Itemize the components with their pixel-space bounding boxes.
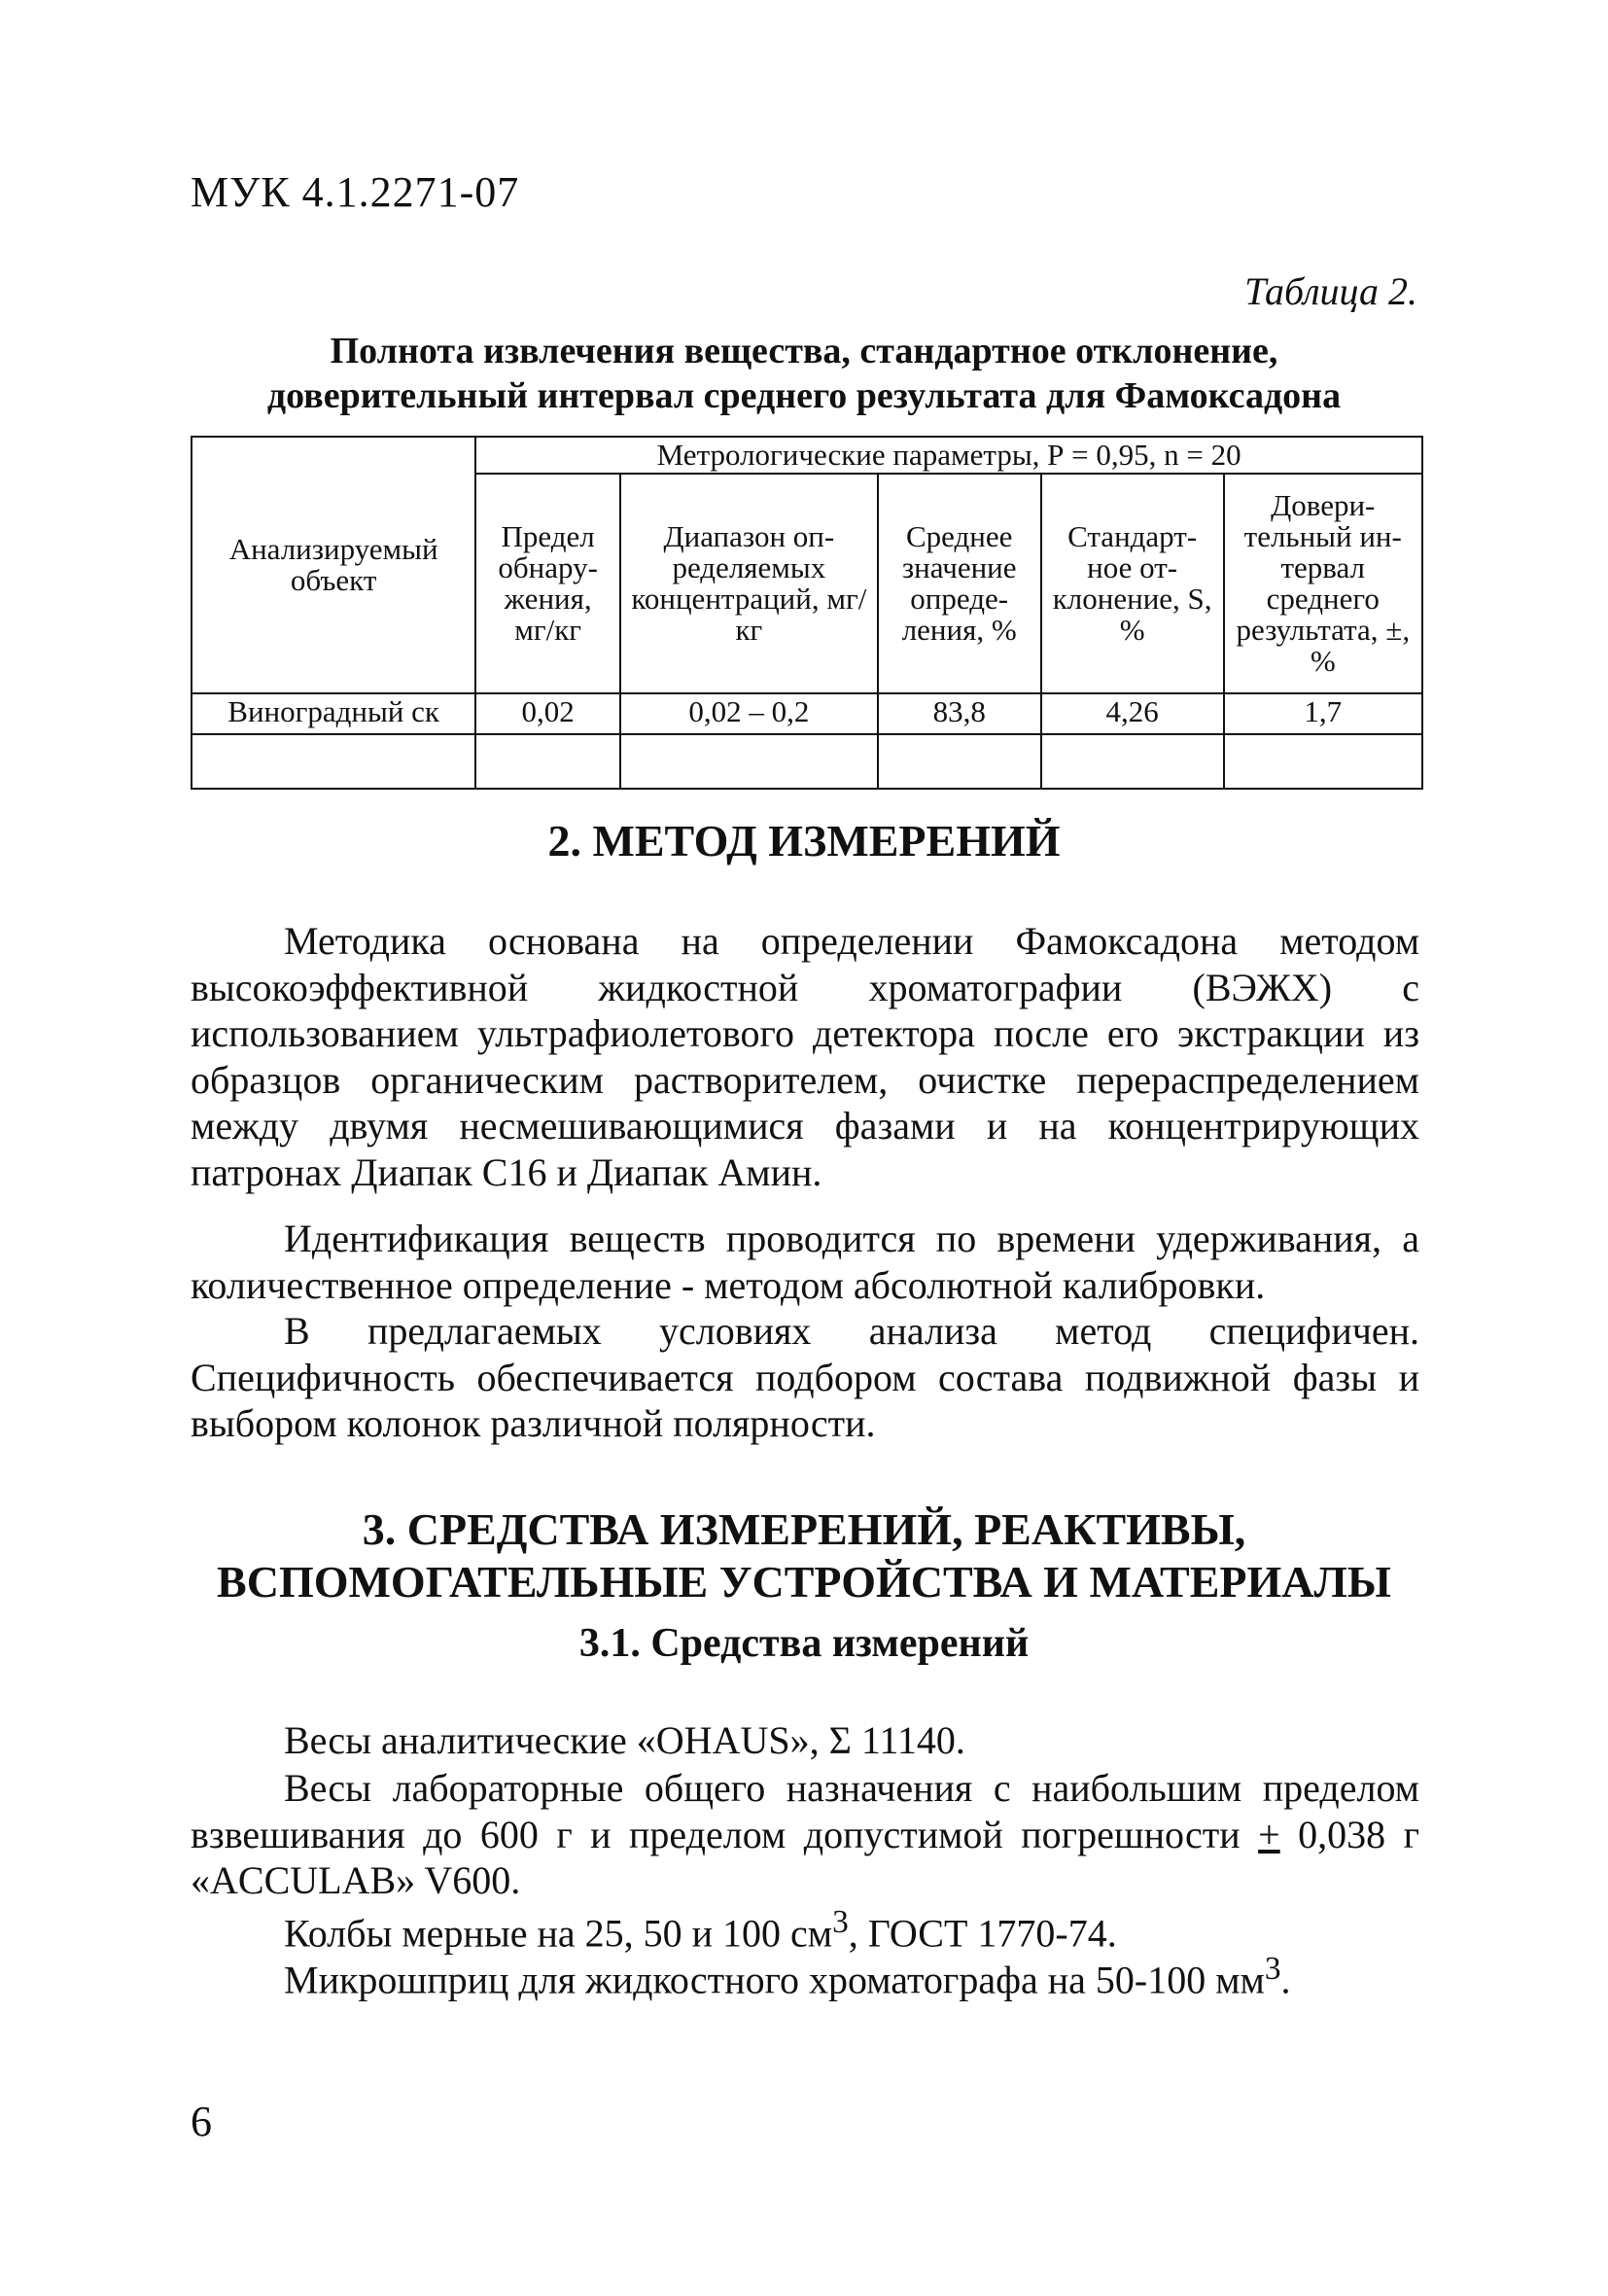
table-caption	[191, 329, 1417, 418]
plus-minus-sign: +	[1258, 1812, 1280, 1856]
section-2-title: 2. МЕТОД ИЗМЕРЕНИЙ	[547, 816, 1061, 865]
section-2-paragraph-2: Идентификация веществ проводится по времени удерживания, а количественное определение - методом абсолютной калибровки.	[191, 1217, 1419, 1307]
column-header-detection-limit: Предел обнару-жения, мг/кг	[475, 474, 620, 693]
cell-std-dev: 4,26	[1041, 693, 1224, 734]
group-header-metrology: Метрологические параметры, Р = 0,95, n = 20	[475, 437, 1422, 474]
flasks-tail: , ГОСТ 1770-74.	[848, 1911, 1117, 1956]
section-2-paragraph-3: В предлагаемых условиях анализа метод специфичен. Специфичность обеспечивается подбором состава подвижной фазы и выбором колонок различной полярности.	[191, 1309, 1419, 1445]
equipment-item-analytical-scales: Весы аналитические «OHAUS», Σ 11140.	[284, 1718, 965, 1762]
cell-detection-limit: 0,02	[475, 693, 620, 734]
cell-mean: 83,8	[878, 693, 1041, 734]
table-caption-line-1: Полнота извлечения вещества, стандартное отклонение,	[330, 331, 1278, 371]
section-3-title-line-1: 3. СРЕДСТВА ИЗМЕРЕНИЙ, РЕАКТИВЫ,	[362, 1504, 1246, 1554]
column-header-range: Диапазон оп-ределяемых концентраций, мг/кг	[620, 474, 878, 693]
flasks-superscript: 3	[832, 1904, 849, 1940]
section-3-title	[191, 1503, 1417, 1608]
section-3-title-line-2: ВСПОМОГАТЕЛЬНЫЕ УСТРОЙСТВА И МАТЕРИАЛЫ	[217, 1557, 1391, 1607]
lab-scales-tail: 0,038 г «ACCULAB» V600.	[191, 1812, 1419, 1902]
page-number: 6	[191, 2098, 212, 2145]
flasks-text: Колбы мерные на 25, 50 и 100 см	[284, 1911, 833, 1956]
lab-scales-text: Весы лабораторные общего назначения с наибольшим пределом взвешивания до 600 г и пределом допустимой погрешности	[191, 1766, 1419, 1856]
subsection-3-1-title: 3.1. Средства измерений	[578, 1621, 1030, 1666]
column-header-std-dev: Стандарт-ное от-клонение, S, %	[1041, 474, 1224, 693]
equipment-item-lab-scales	[191, 1765, 1419, 1904]
cell-confidence: 1,7	[1224, 693, 1422, 734]
cell-object: Виноградный ск	[192, 693, 475, 734]
table-label: Таблица 2.	[1244, 269, 1417, 313]
microsyringe-superscript: 3	[1264, 1951, 1281, 1987]
column-header-mean: Среднее значение опреде-ления, %	[878, 474, 1041, 693]
metrology-table	[191, 436, 1423, 790]
cell-range: 0,02 – 0,2	[620, 693, 878, 734]
section-2-paragraph-1: Методика основана на определении Фамоксадона методом высокоэффективной жидкостной хроматографии (ВЭЖХ) с использованием ультрафиолетового детектора после его экстракции из образцов органическим растворителем, очистке перераспределением между двумя несмешивающимися фазами и на концентрирующих патронах Диапак С16 и Диапак Амин.	[191, 919, 1419, 1194]
table-row-empty	[192, 734, 1422, 789]
table-caption-line-2: доверительный интервал среднего результата для Фамоксадона	[266, 375, 1342, 416]
equipment-item-microsyringe	[284, 1951, 1291, 2002]
microsyringe-tail: .	[1280, 1958, 1291, 2002]
row-header-object: Анализируемый объект	[192, 437, 475, 693]
microsyringe-text: Микрошприц для жидкостного хроматографа на 50-100 мм	[284, 1958, 1265, 2002]
table-row	[192, 693, 1422, 734]
column-header-confidence: Довери-тельный ин-тервал среднего результата, ±, %	[1224, 474, 1422, 693]
equipment-item-flasks	[284, 1904, 1117, 1956]
document-code: МУК 4.1.2271-07	[191, 168, 520, 216]
